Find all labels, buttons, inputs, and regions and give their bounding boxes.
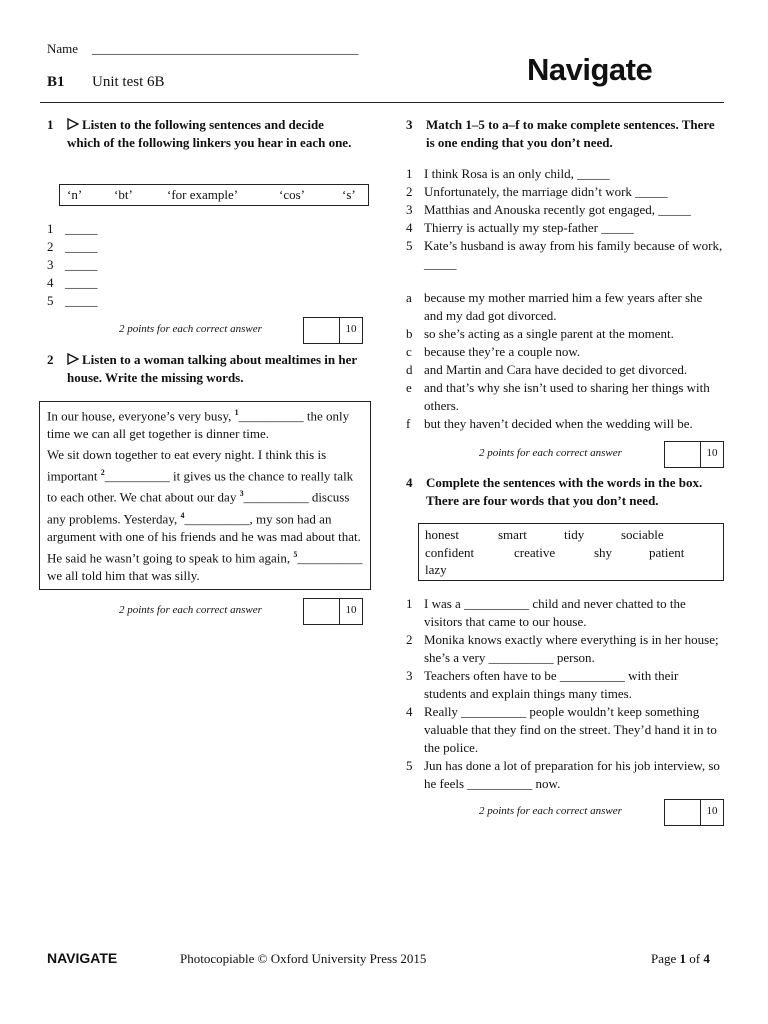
q3-number: 3 [406,117,413,132]
list-item: b so she’s acting as a single parent at the moment. [406,326,674,341]
list-item: a because my mother married him a few years after she and my dad got divorced. [406,290,703,323]
q3-points-note: 2 points for each correct answer [479,447,622,459]
list-item[interactable]: 3 _____ [47,257,98,272]
list-item: 2 Unfortunately, the marriage didn’t work _____ [406,184,668,199]
list-item[interactable]: 5 _____ [47,293,98,308]
q3-endings-list [406,289,724,433]
q3-instruction: Match 1–5 to a–f to make complete sentences. There is one ending that you don’t need. [426,117,715,150]
q3-score-total: 10 [706,447,718,459]
q1-instruction: Listen to the following sentences and decide which of the following linkers you hear in each one. [67,117,352,150]
name-label: Name [47,41,79,56]
word-item: confident [425,545,475,560]
name-line[interactable]: _________________________________________ [92,41,359,56]
q4-score-box[interactable] [664,799,724,826]
list-item: f but they haven’t decided when the wedding will be. [406,416,693,431]
q4-word-box [418,523,724,581]
q2-heading [47,351,367,389]
q1-score-box[interactable] [303,317,363,344]
word-item: honest [425,527,459,542]
list-item: 5 Kate’s husband is away from his family because of work, _____ [406,238,723,271]
footer-copyright: Photocopiable © Oxford University Press 2015 [180,951,427,966]
list-item[interactable]: 1 _____ [47,221,98,236]
list-item: 1 I think Rosa is an only child, _____ [406,166,610,181]
q2-score-box[interactable] [303,598,363,625]
list-item[interactable]: 5 Jun has done a lot of preparation for his job interview, so he feels __________ now. [406,758,720,791]
linker-item: ‘cos’ [279,187,305,202]
footer-brand: NAVIGATE [47,950,118,966]
q2-score-total: 10 [345,604,357,616]
header-rule [40,102,724,103]
q1-points-note: 2 points for each correct answer [119,323,262,335]
audio-play-icon[interactable] [67,118,79,130]
word-item: smart [498,527,527,542]
linker-item: ‘bt’ [114,187,133,202]
word-item: sociable [621,527,664,542]
word-item: patient [649,545,685,560]
q4-heading [406,474,726,512]
word-item: shy [594,545,613,560]
q1-heading [47,116,367,172]
q4-instruction: Complete the sentences with the words in the box. There are four words that you don’t need. [426,475,703,508]
list-item[interactable]: 4 Really __________ people wouldn’t keep something valuable that they find on the street. They’d hand it in to the police. [406,704,717,755]
linker-item: ‘n’ [67,187,83,202]
list-item[interactable]: 3 Teachers often have to be __________ with their students and explain things many times. [406,668,679,701]
q2-instruction: Listen to a woman talking about mealtimes in her house. Write the missing words. [67,352,357,385]
q1-linkers-box [59,184,369,206]
q4-points-note: 2 points for each correct answer [479,805,622,817]
q4-number: 4 [406,475,413,490]
q3-items-list [406,165,724,273]
q3-heading [406,116,726,154]
list-item: c because they’re a couple now. [406,344,581,359]
list-item: d and Martin and Cara have decided to get divorced. [406,362,688,377]
list-item: 4 Thierry is actually my step-father _____ [406,220,634,235]
q4-score-total: 10 [706,805,718,817]
word-item: creative [514,545,556,560]
q2-paragraph-2: We sit down together to eat every night. I think this is important $^2$__________ it gives us the chance to really talk to each other. We chat about our day $^3$__________ discuss any problems. Yesterday, $^4$__________, my son had an argument with one of his friends and he was mad about that. He said he wasn’t going to speak to him again, $^5$__________ we all told him that was silly. [47,447,363,584]
q1-answer-list [47,220,147,310]
list-item[interactable]: 1 I was a __________ child and never chatted to the visitors that came to our house. [406,596,686,629]
q2-points-note: 2 points for each correct answer [119,604,262,616]
q1-number: 1 [47,117,54,132]
q4-items-list [406,595,724,793]
word-item: tidy [564,527,585,542]
q1-score-total: 10 [345,323,357,335]
q3-score-box[interactable] [664,441,724,468]
q2-paragraph-1: In our house, everyone’s very busy, $^1$__________ the only time we can all get together is dinner time. [47,408,350,442]
q2-text-box [39,401,371,590]
level-label: B1 [47,74,65,90]
linker-item: ‘for example’ [167,187,239,202]
audio-play-icon[interactable] [67,353,79,365]
list-item[interactable]: 2 Monika knows exactly where everything is in her house; she’s a very __________ person. [406,632,719,665]
unit-title: Unit test 6B [92,74,165,90]
list-item[interactable]: 2 _____ [47,239,98,254]
navigate-logo: Navigate [527,52,653,87]
list-item: e and that’s why she isn’t used to sharing her things with others. [406,380,710,413]
page-indicator: Page 1 of 4 [651,951,710,966]
linker-item: ‘s’ [342,187,356,202]
list-item[interactable]: 4 _____ [47,275,98,290]
list-item: 3 Matthias and Anouska recently got engaged, _____ [406,202,691,217]
q2-number: 2 [47,352,54,367]
word-item: lazy [425,562,447,577]
